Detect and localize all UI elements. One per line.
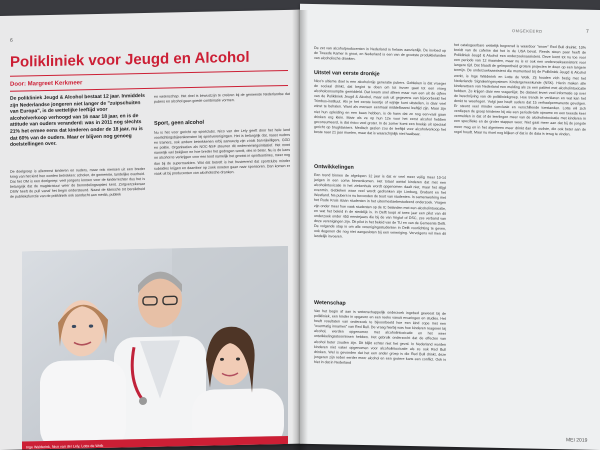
title-rule xyxy=(10,70,288,77)
subhead-wetenschap: Wetenschap xyxy=(314,300,346,307)
photo-caption: Inge Walderink, Nico van der Lely, Lotte de Wolk xyxy=(26,443,104,450)
article-lead: De polikliniek Jeugd & Alcohol bestaat 12 jaar. Inmiddels zijn Nederlandse jongeren niet langer de "zuipschuiten van Europa", is de wettelijke leeftijd voor alcoholverkoop verhoogd van 16 naar 18 jaar, en is de attitude van ouders veranderd: was in 2011 nog slechts 21% het ermee eens dat kinderen onder de 18 jaar, nu is dat 60% van de ouders. Maar er blijven nog genoeg doelstellingen over. xyxy=(10,92,145,148)
subhead-ontwikkelingen: Ontwikkelingen xyxy=(314,164,354,171)
magazine-name: OMGEKEERD xyxy=(512,28,543,34)
footer-page: MEI 2019 xyxy=(566,437,588,444)
article-title: Polikliniek voor Jeugd en Alcohol xyxy=(10,48,250,71)
article-photo xyxy=(22,246,288,442)
left-col1-body: De doelgroep is allereerst kinderen en ouders, maar ook mensen uit een breder kring van het kind hen worden betrokken: scholen, de gemeente, landelijke overheid. Dat het OM is een doelgroep: veel jongens komen voor de kinderrechter dus het is belangrijk dat de magistratuur weer de beoordelingsopties kent. Zorgverzekeraar DSW heeft de pull vanaf het begin ondersteund. Naast de klinische tot bereiktheid de publieksfunctie van de polikliniek ook aandacht aan media, publiek xyxy=(10,166,145,200)
right-col2-body: het catalogeerbare wettelijk begrensd is waardoor "snoer" Red Bull dreinkt. 10% breidt van de cafeïne dat het in de USA bevat. Reeds steen paar heeft de Polikliniek Jeugd & Alcohol een onderzoeksassistent. Deze komt tot nu toe voor een periode van 12 maanden, maar nu is er ook een onderzoeksassistent voor langere tijd. Dat blaadt de geïmpertheid grotere projecten te doen op een langere termijn. De onderzoeksassistent die momenteel bij de Polikliniek Jeugd & Alcohol werkt, is Inge Walderink en Lotte de Wolk. Zij houden zich bezig met het Nederlands Signaleringssysteem Kindergeneeskunde (NSK). Hierin maken alle kinderartsen van Nederland een melding als ze een patiënt met alcoholintoxicatie hebben. Ze krijgen daar een vragenlijst. De dataset levert veel informatie op over de beschrijving van de polikliniekgroep. Hoe trends te verklaren en wat kan het denkt te weerlegen. Volgt jaar heeft ouders dat 15 verhaalpermanente gevolgen. Er steunt veel minder conclusie en verschillende toestanden. Lotte wil zich verdiepen de groep kinderen bij wie een periode-tale opname en een tweede keer vermelden in dat of de leerlingen meer van de alcoholintoxicatie met kinderen in een specifieke en de groter stappen weer. Niet gaat meer aan dat bij de jongste meer mag en in het algemeen meer drinkt dan de oudste, die ook beter aan de regel houdt. Maar nu moet nog blijken of dat in de data is terug te vinden. xyxy=(454,42,586,136)
left-col2-body: Nu is het voor gericht op sportclubs. Nico van der Lely geeft door het hele land voorlichtingsbijeenkomsten bij sportverenigingen. Het is belangrijk dat, naast ouders en trainers, ook andere betrokkenen erbij aanwezig zijn zoals barvrijwilligers, GGD en politie. Organisaties als NOC-NSF steunen dit ondernemingsinitiatief. Het moet namelijk wel bekijken en hoe breder het gedragen wordt, des te beter. Nu is de kans on alcohol te verkrijgen voor een kind namelijk het grootst in sportkantines, meer nog dan bij de supermarkten. Wat dat betreft is het frustrerend dat sportclubs minder subsidies krijgen en daardoor op zoek moeten gaan naar sponsoren. Dan komen er vaak uit bij producenten van alcoholische dranken. xyxy=(154,127,290,176)
right-col1-top: De zet van alcoholproducenten in Nederland is helaas aanzienlijk. De invloed op de Tweede Kamer is groot, en Nederland is een van de grootste produktielanden van alcoholische dranken. xyxy=(314,46,446,62)
wetenschap-body: Van het begin af aan is wetenschappelijk onderzoek ingebed geweest bij de polikliniek, een kinder in opgaven en een reeks vanuit ervaringen en studies. Het heeft resultaten van onderzoek te bijvoorbeeld hoe een kind cope met een "overmatig innames" van Red Bull. De vraag hierbij was hoe kinderen reageren bij alcohol, werden opgenomen met alcoholintoxicatie en het weer ontwikkelingsstoornissen hebben. Het gebruik onderzocht dat de effecten van alcohol beter zouden zijn. Dit blijkt echter niet het geval. In Nederland worden kinderen niet vaker opgenomen voor alcoholintoxicatie als ze ook Red Bull drinken. Wel is gevonden dat het een ander groep is die Red Bull drinkt, deze jongeren zijn reden eerder meer alcohol en een grotere kans een conflict. Ook is hiet in dat in Nederland xyxy=(314,309,446,365)
right-page xyxy=(300,4,600,450)
right-page-number: 7 xyxy=(586,28,589,35)
left-page xyxy=(0,10,302,450)
left-col2-body-top: en wetenschap. Het doel is bewustzijn te creëren bij de gemeente Nederlandse dat pubers en alcohol geen goede combinatie vormen. xyxy=(154,91,290,104)
subhead-sport: Sport, geen alcohol xyxy=(154,119,205,127)
ontwikkelingen-body: Een trend binnen de afgelopen 12 jaar is dat er veel meer veilig meer 10-14 jarigen in een coma binnenkomen. Het totaal aantal kinderen dat met een alcoholintoxicatie in het ziekenhuis wordt opgenomen daalt niet, maar het stijgt evenmin. Gebleken waar veel wordt gedronken zijn Limburg, Brabant en het Westland. Na pubers is nu bevonden de teurt van studenten. In samenwerking met het Rode Kruis staan studenten in het uitermestaebestudeerd onderzoek. Vragen zijn onder meer hoe vaak studenten op de IC belanden met een alcoholintoxicatie, en wat het beleid in de stedelijk is. In Delft loopt al twee jaar een pilot van dit onderzoek onder 450 eerstejaars die bij de van Vrigtof of DSC, zes verband van deze verenigingen zijn. Dit pilot in het beleid van de TU en van de Gemeente Delft. De volgende stap is om alle verenigingsstudenten in Delft voorlichting te geven, ook degenen die nog niet aangesloten bij een vereniging. Vervolgens wil men dit landelijk invoeren. xyxy=(314,173,446,239)
photo-illustration xyxy=(22,246,288,442)
subhead-uitstel: Uitstel van eerste dronkje xyxy=(314,70,380,78)
uitstel-body: Nico's ultieme doel is een alcoholvrije generatie pubers. Gebleken is dat vroeger de sociaal drinkt, dat begint te doen om tot invoer gaat tot een vroeg alcoholconsumptie gemiddeld. Dat kwam snel alleen maar van een uit de cijfers van de Polikliniek Jeugd & Alcohol, maar ook uit gegevens van bijvoorbeeld het Trimbos-instituut. Als je het eerste keertje of wijntje kunt uitstellen, is daar veel winst te behalen. Want als mensen eenmaal middelbaarst leeftijd zijn. Maar zijn niet hun opleiding en een baan hebben, is de kans dat ze nog een-vaal gaan drinken erg klein. Maar als ze op hun 12e voor het eerst alcohol hebben geconsumeerd, is dat risico veel groter. In de zomer komt een boekje uit speciaal gericht op brugklassers. Medisch gezien zou de leeftijd voor alcoholverkoop het beste naar 21 jaar moeten, maar dat is waarschijnlijk niet haalbaar. xyxy=(314,79,446,137)
book-gutter xyxy=(292,10,308,450)
left-page-number: 6 xyxy=(10,37,13,44)
article-author: Door: Margreet Kerkmeer xyxy=(10,80,83,88)
